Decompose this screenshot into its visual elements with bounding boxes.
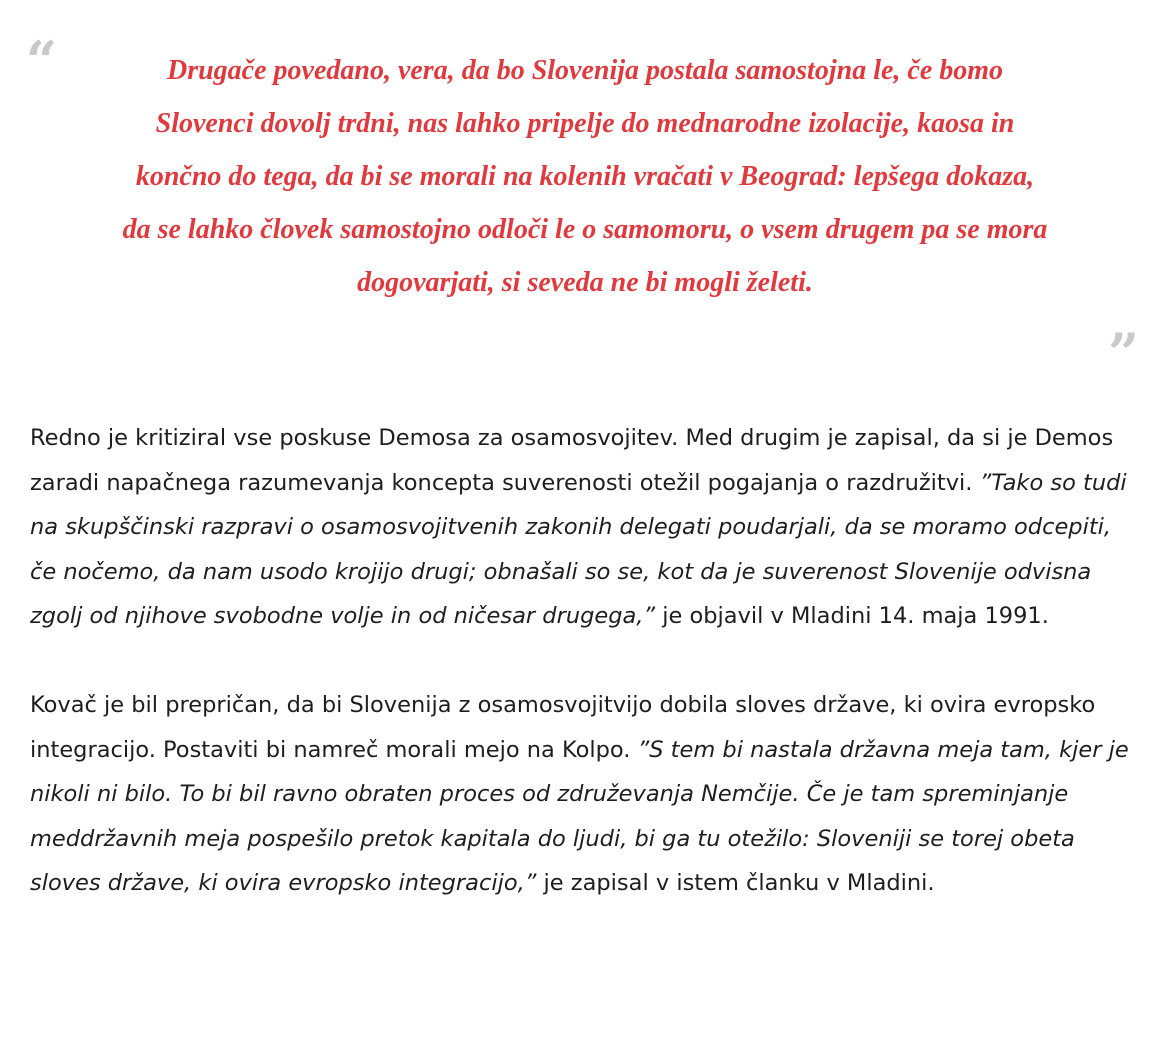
paragraph xyxy=(30,683,1140,906)
pull-quote-text: Drugače povedano, vera, da bo Slovenija postala samostojna le, če bomo Slovenci dovolj trdni, nas lahko pripelje do mednarodne izolacije, kaosa in končno do tega, da bi se morali na kolenih vračati v Beograd: lepšega dokaza, da se lahko človek samostojno odloči le o samomoru, o vsem drugem pa se mora dogovarjati, si seveda ne bi mogli želeti. xyxy=(122,55,1048,298)
close-quote-icon: ” xyxy=(1108,321,1140,385)
open-quote-icon: “ xyxy=(26,29,58,93)
pull-quote xyxy=(0,0,1154,385)
paragraph xyxy=(30,416,1140,639)
paragraph-quote: ”Tako so tudi na skupščinski razpravi o osamosvojitvenih zakonih delegati poudarjali, da se moramo odcepiti, če nočemo, da nam usodo krojijo drugi; obnašali so se, kot da je suverenost Slovenije odvisna zgolj od njihove svobodne volje in od ničesar drugega,” xyxy=(30,469,1127,629)
paragraph-quote: ”S tem bi nastala državna meja tam, kjer je nikoli ni bilo. To bi bil ravno obraten proces od združevanja Nemčije. Če je tam spreminjanje meddržavnih meja pospešilo pretok kapitala do ljudi, bi ga tu otežilo: Sloveniji se torej obeta sloves države, ki ovira evropsko integracijo,” xyxy=(30,736,1129,896)
paragraph-text: je zapisal v istem članku v Mladini. xyxy=(536,870,935,896)
paragraph-text: Redno je kritiziral vse poskuse Demosa za osamosvojitev. Med drugim je zapisal, da si je Demos zaradi napačnega razumevanja koncepta suverenosti otežil pogajanja o razdružitvi. xyxy=(30,425,1114,496)
article-body xyxy=(30,416,1140,950)
paragraph-text: je objavil v Mladini 14. maja 1991. xyxy=(655,603,1049,629)
paragraph-text: Kovač je bil prepričan, da bi Slovenija z osamosvojitvijo dobila sloves države, ki ovira evropsko integracijo. Postaviti bi namreč morali mejo na Kolpo. xyxy=(30,692,1096,763)
